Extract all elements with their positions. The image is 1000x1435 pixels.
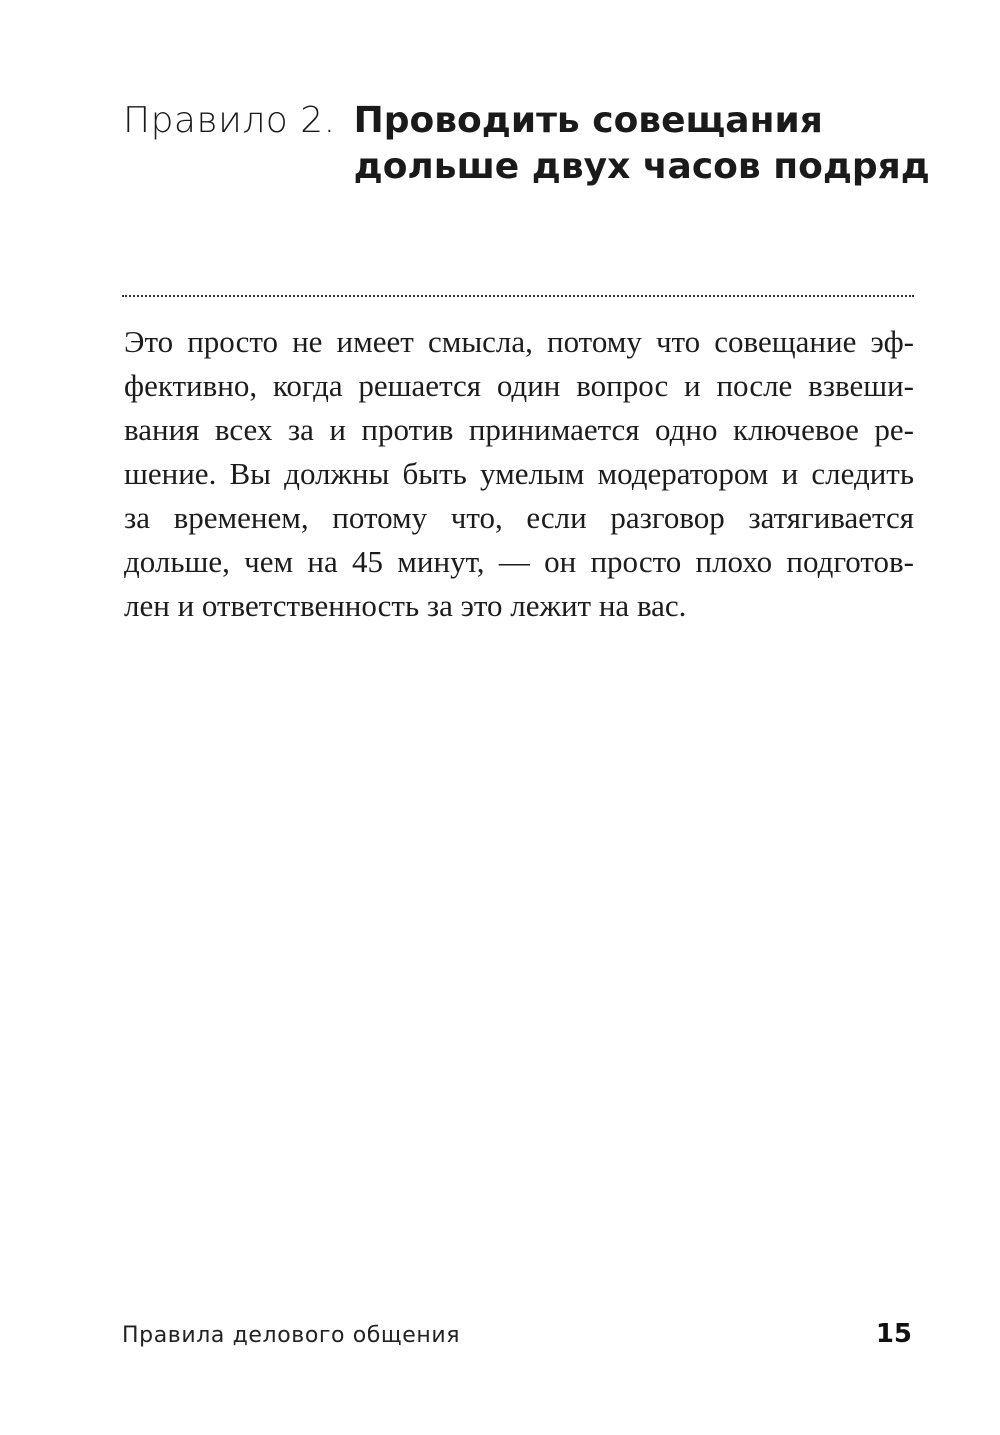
running-footer-title: Правила делового общения: [122, 1323, 461, 1348]
page-number: 15: [875, 1319, 912, 1349]
paragraph-line: за временем, потому что, если разговор затягивается: [124, 500, 914, 535]
paragraph-line: вания всех за и против принимается одно ключевое ре-: [124, 412, 914, 447]
rule-number: Правило 2.: [123, 100, 336, 141]
paragraph-line: дольше, чем на 45 минут, — он просто плохо подготов-: [124, 544, 914, 579]
dotted-separator: [122, 295, 914, 297]
rule-title-line: Проводить совещания: [353, 100, 823, 141]
rule-title-line: дольше двух часов подряд: [353, 146, 930, 187]
paragraph-line: лен и ответственность за это лежит на вас.: [124, 588, 687, 623]
paragraph-line: Это просто не имеет смысла, потому что совещание эф-: [124, 324, 914, 359]
paragraph-line: шение. Вы должны быть умелым модератором и следить: [124, 456, 914, 491]
paragraph-line: фективно, когда решается один вопрос и после взвеши-: [124, 368, 914, 403]
rule-title: [353, 98, 930, 190]
body-paragraph: [124, 320, 914, 628]
chapter-heading: [123, 98, 930, 190]
